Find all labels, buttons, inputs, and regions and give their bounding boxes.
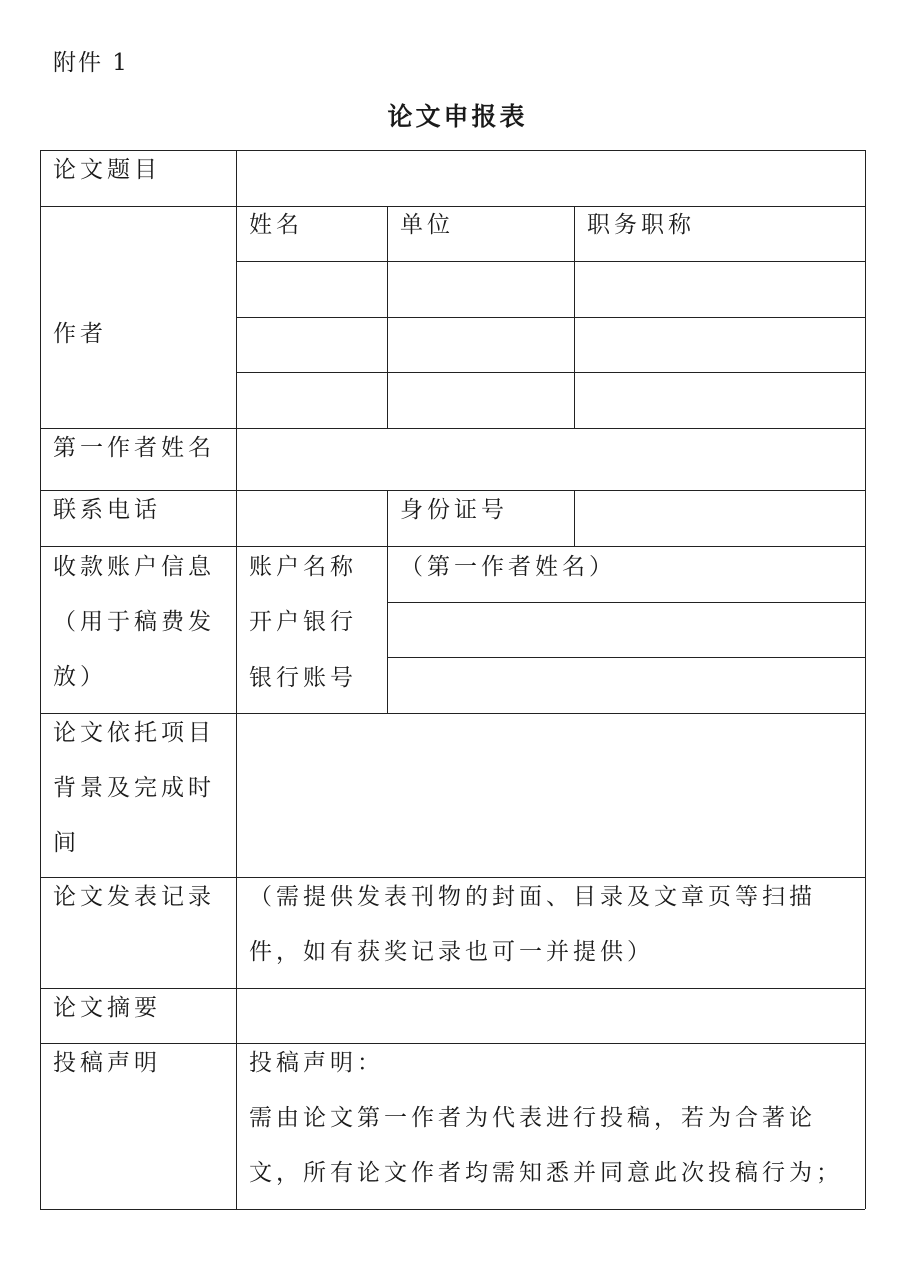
payment-row-divider-1 — [387, 602, 865, 603]
contact-col-divider-1 — [387, 490, 388, 546]
label-account-number: 银行账号 — [249, 665, 357, 691]
author-2-name-cell[interactable] — [238, 319, 386, 371]
account-name-value[interactable]: （第一作者姓名） — [400, 554, 616, 580]
author-1-title-cell[interactable] — [576, 263, 864, 316]
page-title: 论文申报表 — [387, 102, 528, 131]
label-account-name: 账户名称 — [249, 554, 357, 580]
author-2-title-cell[interactable] — [576, 319, 864, 371]
account-number-cell[interactable] — [389, 659, 864, 712]
statement-heading: 投稿声明： — [249, 1050, 384, 1076]
thesis-title-cell[interactable] — [238, 152, 864, 205]
contact-phone-cell[interactable] — [238, 492, 386, 545]
row-divider-statement — [40, 1043, 865, 1044]
attachment-label: 附件 1 — [53, 50, 129, 76]
author-1-name-cell[interactable] — [238, 263, 386, 316]
table-border-right — [865, 150, 866, 1209]
author-header-title: 职务职称 — [587, 212, 695, 238]
payment-row-divider-2 — [387, 657, 865, 658]
author-1-unit-cell[interactable] — [389, 263, 573, 316]
table-border-left — [40, 150, 41, 1209]
label-id-number: 身份证号 — [400, 497, 508, 523]
label-publication-record: 论文发表记录 — [53, 884, 215, 910]
table-border-top — [40, 150, 865, 151]
author-3-title-cell[interactable] — [576, 374, 864, 427]
label-first-author: 第一作者姓名 — [53, 435, 215, 461]
label-contact-phone: 联系电话 — [53, 497, 161, 523]
label-thesis-title: 论文题目 — [53, 157, 161, 183]
label-authors: 作者 — [53, 321, 107, 347]
label-abstract: 论文摘要 — [53, 995, 161, 1021]
row-divider-abstract — [40, 988, 865, 989]
author-3-name-cell[interactable] — [238, 374, 386, 427]
contact-col-divider-2 — [574, 490, 575, 546]
label-bank: 开户银行 — [249, 609, 357, 635]
project-background-cell[interactable] — [238, 715, 864, 876]
id-number-cell[interactable] — [576, 492, 864, 545]
abstract-cell[interactable] — [238, 990, 864, 1042]
author-row-divider-1 — [236, 261, 865, 262]
payment-col-divider — [387, 546, 388, 713]
bank-cell[interactable] — [389, 604, 864, 656]
author-3-unit-cell[interactable] — [389, 374, 573, 427]
label-payment-account: 收款账户信息（用于稿费发放） — [53, 554, 215, 690]
first-author-cell[interactable] — [238, 430, 864, 489]
author-row-divider-2 — [236, 317, 865, 318]
publication-note: （需提供发表刊物的封面、目录及文章页等扫描件，如有获奖记录也可一并提供） — [249, 884, 816, 965]
label-column-divider — [236, 150, 237, 1209]
table-border-bottom — [40, 1209, 865, 1210]
author-row-divider-3 — [236, 372, 865, 373]
label-project-background: 论文依托项目背景及完成时间 — [53, 720, 215, 856]
label-submission-statement: 投稿声明 — [53, 1050, 161, 1076]
author-header-unit: 单位 — [400, 212, 454, 238]
author-2-unit-cell[interactable] — [389, 319, 573, 371]
statement-text: 需由论文第一作者为代表进行投稿，若为合著论文，所有论文作者均需知悉并同意此次投稿行为； — [249, 1105, 843, 1186]
author-header-name: 姓名 — [249, 212, 303, 238]
